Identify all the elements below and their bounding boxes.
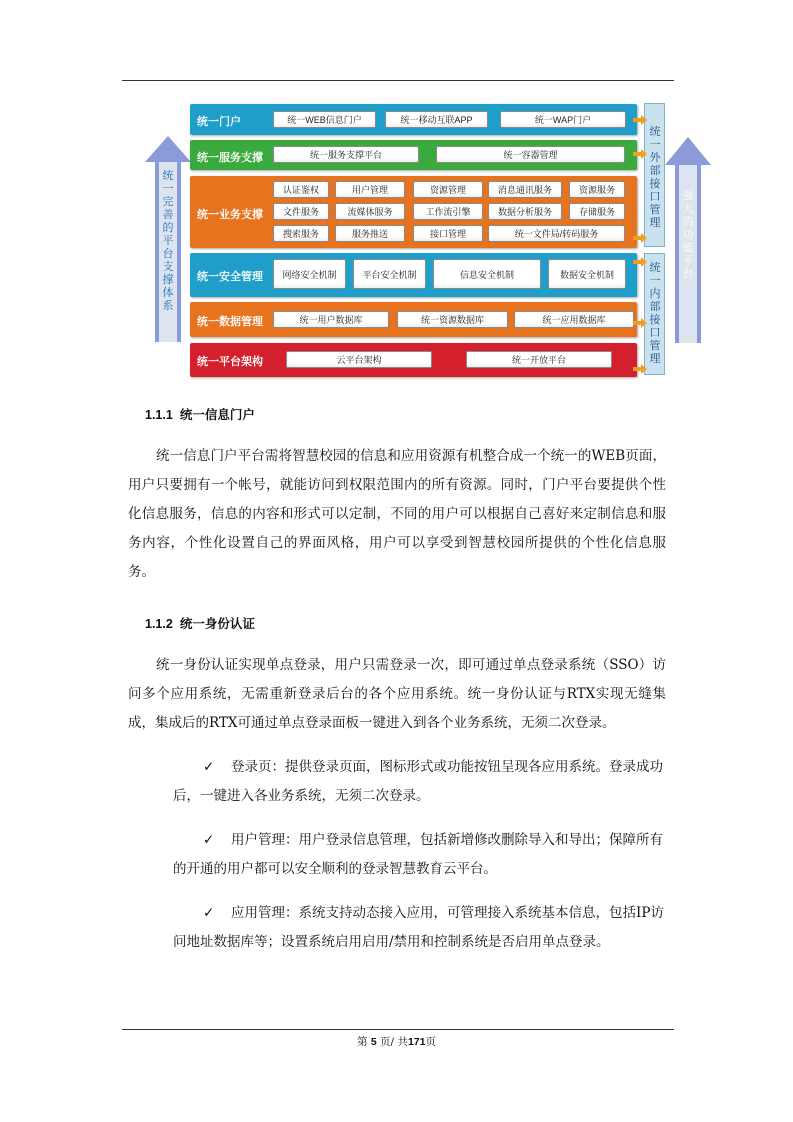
connector-arrow-icon xyxy=(633,257,647,267)
footer-middle: 页/ 共 xyxy=(380,1036,408,1048)
diagram-box: 服务推送 xyxy=(335,225,405,242)
diagram-box: 统一WAP门户 xyxy=(500,111,626,128)
diagram-box: 搜索服务 xyxy=(273,225,329,242)
bullet-item xyxy=(173,899,667,957)
diagram-box: 资源服务 xyxy=(569,181,625,198)
diagram-box: 资源管理 xyxy=(413,181,483,198)
diagram-box: 统一用户数据库 xyxy=(273,311,389,328)
diagram-box: 数据安全机制 xyxy=(548,259,626,289)
outer-interface-label: 统一外部接口管理 xyxy=(649,126,661,229)
connector-arrow-icon xyxy=(633,233,647,243)
connector-arrow-icon xyxy=(633,364,647,374)
connector-arrow-icon xyxy=(633,115,647,125)
diagram-box: 数据分析服务 xyxy=(488,203,562,220)
left-vertical-label: 统一完善的平台支撑体系 xyxy=(162,170,174,312)
bullet-text: 登录页：提供登录页面，图标形式或功能按钮呈现各应用系统。登录成功后，一键进入各业务系统，无须二次登录。 xyxy=(173,759,663,804)
bullet-item xyxy=(173,753,667,811)
section-title: 统一身份认证 xyxy=(179,617,255,631)
diagram-box: 接口管理 xyxy=(413,225,483,242)
diagram-box: 统一移动互联APP xyxy=(385,111,488,128)
band-platform-architecture xyxy=(190,343,637,377)
inner-interface-label: 统一内部接口管理 xyxy=(649,262,661,365)
diagram-box: 统一应用数据库 xyxy=(514,311,634,328)
band-label: 统一平台架构 xyxy=(197,356,263,368)
diagram-box: 流媒体服务 xyxy=(335,203,405,220)
diagram-box: 统一文件局/转码服务 xyxy=(488,225,625,242)
band-label: 统一门户 xyxy=(197,116,241,128)
band-label: 统一业务支撑 xyxy=(197,209,263,221)
diagram-box: 用户管理 xyxy=(335,181,405,198)
band-portal xyxy=(190,104,637,135)
diagram-box: 认证鉴权 xyxy=(273,181,329,198)
band-security-management xyxy=(190,253,637,297)
footer-prefix: 第 xyxy=(357,1036,368,1048)
section-title: 统一信息门户 xyxy=(179,408,255,422)
section-heading xyxy=(145,405,255,423)
section-heading xyxy=(145,614,255,632)
footer-page-number: 5 xyxy=(370,1036,377,1048)
body-paragraph: 统一信息门户平台需将智慧校园的信息和应用资源有机整合成一个统一的WEB页面，用户只要拥有一个帐号，就能访问到权限范围内的所有资源。同时，门户平台要提供个性化信息服务，信息的内容和形式可以定制，不同的用户可以根据自己喜好来定制信息和服务内容，个性化设置自己的界面风格，用户可以享受到智慧校园所提供的个性化信息服务。 xyxy=(128,448,666,580)
connector-arrow-icon xyxy=(633,149,647,159)
band-label: 统一服务支撑 xyxy=(197,152,263,164)
band-service-support xyxy=(190,140,637,170)
platform-architecture-diagram xyxy=(0,0,793,390)
footer-total-pages: 171 xyxy=(407,1036,426,1048)
diagram-box: 网络安全机制 xyxy=(273,259,346,289)
diagram-box: 信息安全机制 xyxy=(433,259,541,289)
diagram-box: 消息通讯服务 xyxy=(488,181,562,198)
band-business-support xyxy=(190,176,637,248)
band-label: 统一数据管理 xyxy=(197,316,263,328)
diagram-box: 工作流引擎 xyxy=(413,203,483,220)
section-number: 1.1.2 xyxy=(145,617,173,631)
diagram-box: 云平台架构 xyxy=(286,351,432,368)
footer-rule xyxy=(122,1029,674,1030)
footer-suffix: 页 xyxy=(425,1036,436,1048)
section-number: 1.1.1 xyxy=(145,408,173,422)
bullet-text: 应用管理：系统支持动态接入应用，可管理接入系统基本信息，包括IP访问地址数据库等；设置系统启用启用/禁用和控制系统是否启用单点登录。 xyxy=(173,905,664,950)
check-icon: ✓ xyxy=(203,832,215,848)
diagram-box: 存储服务 xyxy=(569,203,625,220)
check-icon: ✓ xyxy=(203,759,215,775)
band-label: 统一安全管理 xyxy=(197,271,263,283)
diagram-box: 统一容器管理 xyxy=(436,146,625,163)
bullet-item xyxy=(173,826,667,884)
bullet-text: 用户管理：用户登录信息管理，包括新增修改删除导入和导出；保障所有的开通的用户都可以安全顺利的登录智慧教育云平台。 xyxy=(173,832,663,877)
diagram-box: 统一开放平台 xyxy=(466,351,612,368)
page-footer xyxy=(0,1034,793,1049)
diagram-box: 统一服务支撑平台 xyxy=(273,146,419,163)
body-paragraph: 统一身份认证实现单点登录，用户只需登录一次，即可通过单点登录系统（SSO）访问多个应用系统，无需重新登录后台的各个应用系统。统一身份认证与RTX实现无缝集成，集成后的RTX可通过单点登录面板一键进入到各个业务系统，无须二次登录。 xyxy=(128,657,666,731)
diagram-box: 统一资源数据库 xyxy=(397,311,508,328)
diagram-box: 统一WEB信息门户 xyxy=(273,111,376,128)
diagram-box: 文件服务 xyxy=(273,203,329,220)
check-icon: ✓ xyxy=(203,905,215,921)
band-data-management xyxy=(190,302,637,337)
right-vertical-label: 强大的功能平台 xyxy=(682,190,694,280)
connector-arrow-icon xyxy=(633,318,647,328)
diagram-box: 平台安全机制 xyxy=(353,259,426,289)
